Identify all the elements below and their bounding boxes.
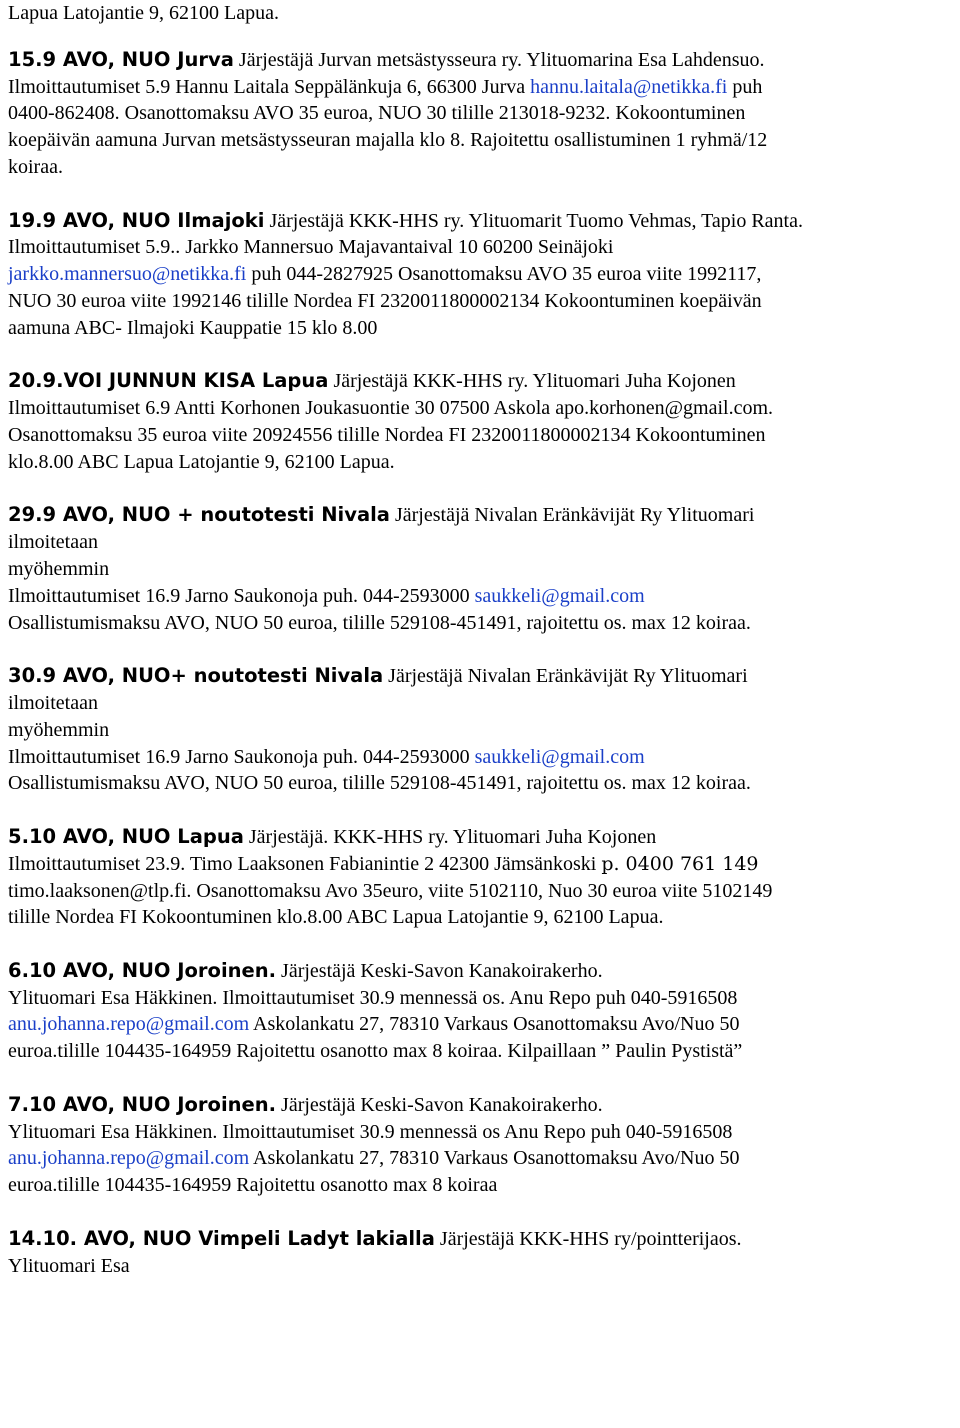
text-run: Askolankatu 27, 78310 Varkaus Osanottomaksu Avo/Nuo 50 [249,1147,740,1170]
text-line [8,1011,953,1038]
event-heading: 6.10 AVO, NUO Joroinen. [8,958,277,982]
text-run: Osallistumismaksu AVO, NUO 50 euroa, tilille 529108-451491, rajoitettu os. max 12 koiraa. [8,611,751,634]
event-entry [8,47,953,181]
email-link[interactable]: saukkeli@gmail.com [474,745,645,768]
text-run: Ylituomari Esa Häkkinen. Ilmoittautumiset 30.9 mennessä os Anu Repo puh 040-5916508 [8,1120,733,1143]
paragraph-gap [8,342,953,369]
text-line [8,47,953,74]
text-line [8,744,953,771]
paragraph-gap [8,1065,953,1092]
text-line [8,127,953,154]
text-run: Järjestäjä Keski-Savon Kanakoirakerho. [276,1093,603,1116]
text-run: Osallistumismaksu AVO, NUO 50 euroa, tilille 529108-451491, rajoitettu os. max 12 koiraa. [8,772,751,795]
text-line [8,1145,953,1172]
email-link[interactable]: anu.johanna.repo@gmail.com [8,1147,250,1170]
event-heading: 14.10. AVO, NUO Vimpeli Ladyt lakialla [8,1226,435,1250]
text-run: euroa.tilille 104435-164959 Rajoitettu osanotto max 8 koiraa. Kilpaillaan ” Paulin Pystistä” [8,1040,743,1063]
text-line [8,234,953,261]
text-run: myöhemmin [8,557,110,580]
text-line [8,1253,953,1280]
text-run: NUO 30 euroa viite 1992146 tilille Nordea FI 2320011800002134 Kokoontuminen koepäivän [8,289,762,312]
event-heading: 7.10 AVO, NUO Joroinen. [8,1092,277,1116]
event-entry [8,824,953,931]
text-line [8,690,953,717]
text-line [8,502,953,529]
text-line [8,529,953,556]
text-run: Järjestäjä Nivalan Eränkävijät Ry Ylituomari [383,665,748,688]
text-line [8,1226,953,1253]
text-run: Osanottomaksu 35 euroa viite 20924556 tilille Nordea FI 2320011800002134 Kokoontuminen [8,423,766,446]
paragraph-gap [8,476,953,503]
text-run: timo.laaksonen@tlp.fi. Osanottomaksu Avo 35euro, viite 5102110, Nuo 30 euroa viite 5102149 [8,879,773,902]
event-entry [8,1226,953,1280]
text-run: koepäivän aamuna Jurvan metsästysseuran majalla klo 8. Rajoitettu osallistuminen 1 ryhmä/12 [8,129,768,152]
text-line [8,1172,953,1199]
text-line [8,261,953,288]
event-entry [8,502,953,636]
text-run: Askolankatu 27, 78310 Varkaus Osanottomaksu Avo/Nuo 50 [249,1013,740,1036]
text-line [8,610,953,637]
text-run: Ylituomari Esa [8,1254,130,1277]
event-heading: 5.10 AVO, NUO Lapua [8,824,244,848]
paragraph-gap [8,27,953,47]
text-line [8,824,953,851]
text-line [8,0,953,27]
text-run: Ilmoittautumiset 23.9. Timo Laaksonen Fabianintie 2 42300 Jämsänkoski [8,852,602,875]
text-line [8,422,953,449]
text-run: Lapua Latojantie 9, 62100 Lapua. [8,2,280,24]
text-run: koiraa. [8,155,63,178]
text-line [8,100,953,127]
email-link[interactable]: anu.johanna.repo@gmail.com [8,1013,250,1036]
text-line [8,154,953,181]
event-heading: 20.9.VOI JUNNUN KISA Lapua [8,369,329,393]
paragraph-gap [8,797,953,824]
paragraph-gap [8,636,953,663]
event-entry [8,208,953,342]
text-line [8,958,953,985]
text-line [8,770,953,797]
text-run: ilmoitetaan [8,531,98,554]
event-heading: 29.9 AVO, NUO + noutotesti Nivala [8,503,390,527]
paragraph-gap [8,181,953,208]
text-line [8,449,953,476]
text-run: Ilmoittautumiset 16.9 Jarno Saukonoja puh. 044-2593000 [8,745,475,768]
text-line [8,985,953,1012]
email-link[interactable]: hannu.laitala@netikka.fi [530,75,728,98]
event-entry [8,1092,953,1199]
text-line [8,368,953,395]
text-run: Ylituomari Esa Häkkinen. Ilmoittautumiset 30.9 mennessä os. Anu Repo puh 040-5916508 [8,986,738,1009]
text-line [8,208,953,235]
event-heading: 19.9 AVO, NUO Ilmajoki [8,208,265,232]
text-run: Ilmoittautumiset 6.9 Antti Korhonen Joukasuontie 30 07500 Askola apo.korhonen@gmail.com. [8,397,773,420]
text-line [8,315,953,342]
event-entry [8,0,953,27]
text-run: myöhemmin [8,718,110,741]
text-line [8,395,953,422]
phone-number: p. 0400 761 149 [601,852,759,875]
document-page [8,0,953,1279]
paragraph-gap [8,931,953,958]
text-run: ilmoitetaan [8,691,98,714]
text-line [8,556,953,583]
text-run: euroa.tilille 104435-164959 Rajoitettu osanotto max 8 koiraa [8,1174,498,1197]
text-line [8,74,953,101]
text-line [8,1119,953,1146]
text-run: Järjestäjä Nivalan Eränkävijät Ry Ylituomari [389,504,755,527]
event-entry [8,663,953,797]
paragraph-gap [8,1199,953,1226]
text-run: Ilmoittautumiset 5.9 Hannu Laitala Seppälänkuja 6, 66300 Jurva [8,75,531,98]
text-run: aamuna ABC- Ilmajoki Kauppatie 15 klo 8.00 [8,316,378,339]
text-run: klo.8.00 ABC Lapua Latojantie 9, 62100 Lapua. [8,450,395,473]
text-run: Järjestäjä KKK-HHS ry. Ylituomarit Tuomo Vehmas, Tapio Ranta. [264,209,803,232]
text-run: Järjestäjä Keski-Savon Kanakoirakerho. [276,959,603,982]
text-run: 0400-862408. Osanottomaksu AVO 35 euroa, NUO 30 tilille 213018-9232. Kokoontuminen [8,102,746,125]
text-line [8,1038,953,1065]
text-line [8,288,953,315]
text-run: Järjestäjä KKK-HHS ry/pointterijaos. [434,1227,742,1250]
text-run: Järjestäjä. KKK-HHS ry. Ylituomari Juha Kojonen [243,825,657,848]
text-run: puh 044-2827925 Osanottomaksu AVO 35 euroa viite 1992117, [246,263,762,286]
email-link[interactable]: saukkeli@gmail.com [474,584,645,607]
text-line [8,663,953,690]
text-run: Ilmoittautumiset 16.9 Jarno Saukonoja puh. 044-2593000 [8,584,475,607]
text-line [8,717,953,744]
text-line [8,1092,953,1119]
text-run: Ilmoittautumiset 5.9.. Jarkko Mannersuo Majavantaival 10 60200 Seinäjoki [8,236,614,259]
text-run: Järjestäjä KKK-HHS ry. Ylituomari Juha Kojonen [328,370,736,393]
text-run: tilille Nordea FI Kokoontuminen klo.8.00 ABC Lapua Latojantie 9, 62100 Lapua. [8,906,664,929]
text-line [8,878,953,905]
text-run: puh [727,75,763,98]
event-heading: 30.9 AVO, NUO+ noutotesti Nivala [8,664,384,688]
event-entry [8,368,953,475]
text-line [8,583,953,610]
event-heading: 15.9 AVO, NUO Jurva [8,47,234,71]
text-line [8,904,953,931]
event-entry [8,958,953,1065]
text-line [8,851,953,878]
text-run: Järjestäjä Jurvan metsästysseura ry. Ylituomarina Esa Lahdensuo. [233,48,765,71]
email-link[interactable]: jarkko.mannersuo@netikka.fi [8,263,247,286]
